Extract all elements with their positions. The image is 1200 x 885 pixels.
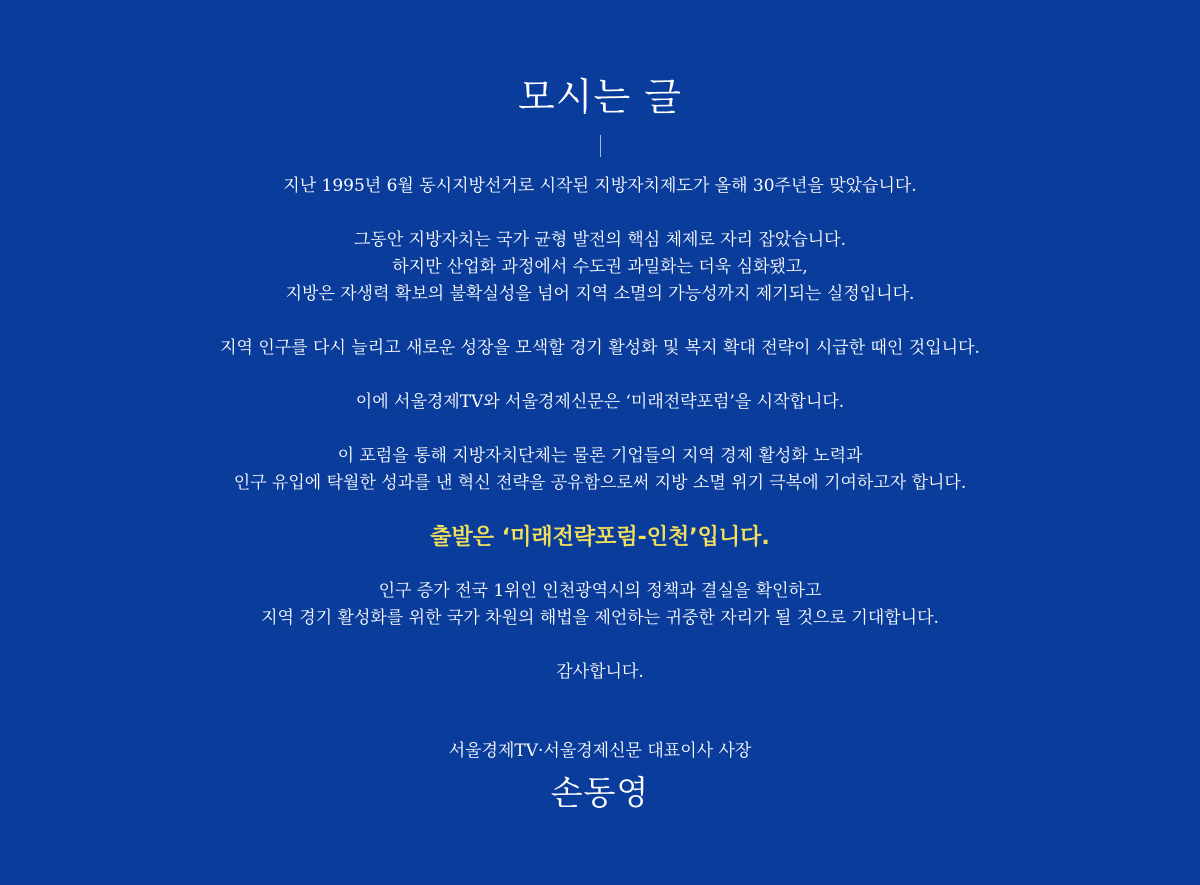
paragraph-5 (0, 443, 1200, 497)
signature-name: 손동영 (550, 773, 650, 812)
signature-organization: 서울경제TV·서울경제신문 대표이사 사장 (448, 741, 752, 761)
paragraph-line: 하지만 산업화 과정에서 수도권 과밀화는 더욱 심화됐고, (392, 257, 808, 277)
paragraph-line: 그동안 지방자치는 국가 균형 발전의 핵심 체제로 자리 잡았습니다. (353, 230, 847, 250)
paragraph-line: 지역 경기 활성화를 위한 국가 차원의 해법을 제언하는 귀중한 자리가 될 것으로 기대합니다. (261, 608, 939, 628)
paragraph-2 (0, 227, 1200, 308)
paragraph-1 (0, 173, 1200, 200)
paragraph-line: 이에 서울경제TV와 서울경제신문은 ‘미래전략포럼’을 시작합니다. (355, 392, 845, 412)
paragraph-4 (0, 389, 1200, 416)
highlight-headline: 출발은 ‘미래전략포럼-인천’입니다. (430, 525, 770, 550)
title-divider (600, 135, 601, 157)
paragraph-line: 지역 인구를 다시 늘리고 새로운 성장을 모색할 경기 활성화 및 복지 확대 전략이 시급한 때인 것입니다. (220, 338, 980, 358)
paragraph-line: 이 포럼을 통해 지방자치단체는 물론 기업들의 지역 경제 활성화 노력과 (337, 446, 863, 466)
paragraph-line: 인구 유입에 탁월한 성과를 낸 혁신 전략을 공유함으로써 지방 소멸 위기 극복에 기여하고자 합니다. (233, 473, 967, 493)
letter-body (0, 173, 1200, 713)
paragraph-line: 지방은 자생력 확보의 불확실성을 넘어 지역 소멸의 가능성까지 제기되는 실정입니다. (285, 284, 915, 304)
paragraph-3 (0, 335, 1200, 362)
paragraph-7 (0, 659, 1200, 686)
paragraph-6 (0, 578, 1200, 632)
page-title: 모시는 글 (518, 75, 682, 119)
paragraph-line: 인구 증가 전국 1위인 인천광역시의 정책과 결실을 확인하고 (378, 581, 822, 601)
paragraph-line: 지난 1995년 6월 동시지방선거로 시작된 지방자치제도가 올해 30주년을 맞았습니다. (283, 176, 917, 196)
paragraph-line: 감사합니다. (556, 662, 644, 682)
